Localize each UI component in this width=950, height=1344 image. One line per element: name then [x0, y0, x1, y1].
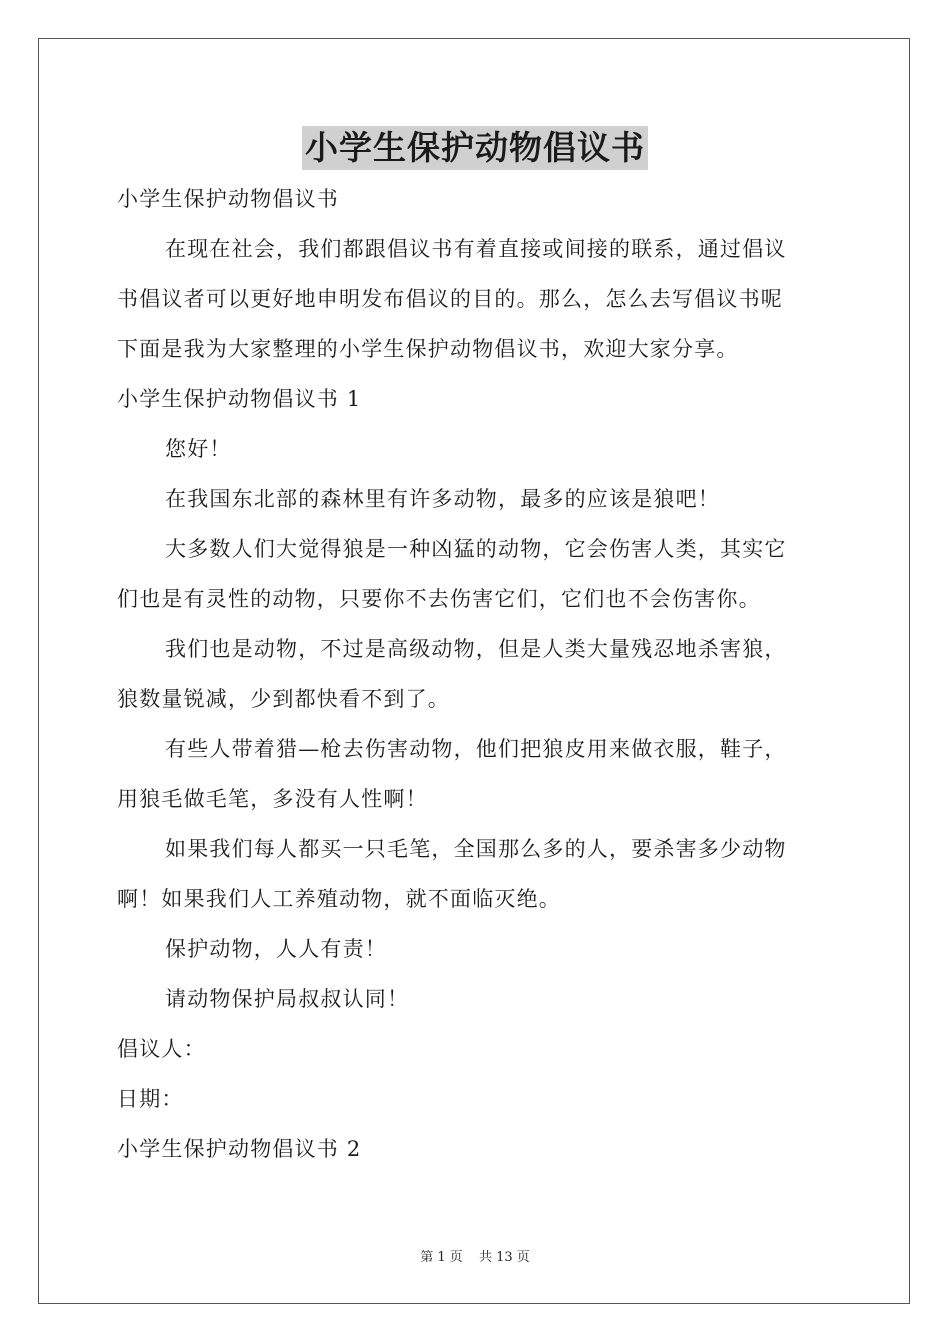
- page-number: 第 1 页: [420, 1250, 463, 1265]
- section-heading: 小学生保护动物倡议书 2: [117, 1137, 362, 1161]
- document-title: [0, 124, 950, 172]
- paragraph-line: 您好！: [165, 437, 232, 461]
- date-label: 日期：: [117, 1087, 184, 1111]
- paragraph-line: 下面是我为大家整理的小学生保护动物倡议书，欢迎大家分享。: [117, 337, 739, 361]
- paragraph-line: 们也是有灵性的动物，只要你不去伤害它们，它们也不会伤害你。: [117, 587, 761, 611]
- paragraph-line: 在我国东北部的森林里有许多动物，最多的应该是狼吧！: [165, 487, 720, 511]
- paragraph-line: 有些人带着猎—枪去伤害动物，他们把狼皮用来做衣服，鞋子，: [165, 737, 787, 761]
- document-title-text: 小学生保护动物倡议书: [302, 126, 648, 170]
- paragraph-line: 我们也是动物，不过是高级动物，但是人类大量残忍地杀害狼，: [165, 637, 787, 661]
- page-footer: [0, 1246, 950, 1265]
- section-heading: 小学生保护动物倡议书 1: [117, 387, 362, 411]
- paragraph-line: 在现在社会，我们都跟倡议书有着直接或间接的联系，通过倡议: [165, 237, 787, 261]
- paragraph-line: 如果我们每人都买一只毛笔，全国那么多的人，要杀害多少动物: [165, 837, 787, 861]
- paragraph-line: 大多数人们大觉得狼是一种凶猛的动物，它会伤害人类，其实它: [165, 537, 787, 561]
- document-body: [117, 174, 833, 1174]
- page-total: 共 13 页: [478, 1250, 530, 1265]
- paragraph-line: 书倡议者可以更好地申明发布倡议的目的。那么，怎么去写倡议书呢: [117, 287, 783, 311]
- paragraph-line: 用狼毛做毛笔，多没有人性啊！: [117, 787, 428, 811]
- paragraph-line: 狼数量锐减，少到都快看不到了。: [117, 687, 450, 711]
- paragraph-line: 保护动物，人人有责！: [165, 937, 387, 961]
- paragraph-line: 啊！如果我们人工养殖动物，就不面临灭绝。: [117, 887, 561, 911]
- paragraph-line: 请动物保护局叔叔认同！: [165, 987, 410, 1011]
- signature-label: 倡议人：: [117, 1037, 206, 1061]
- paragraph-line: 小学生保护动物倡议书: [117, 187, 339, 211]
